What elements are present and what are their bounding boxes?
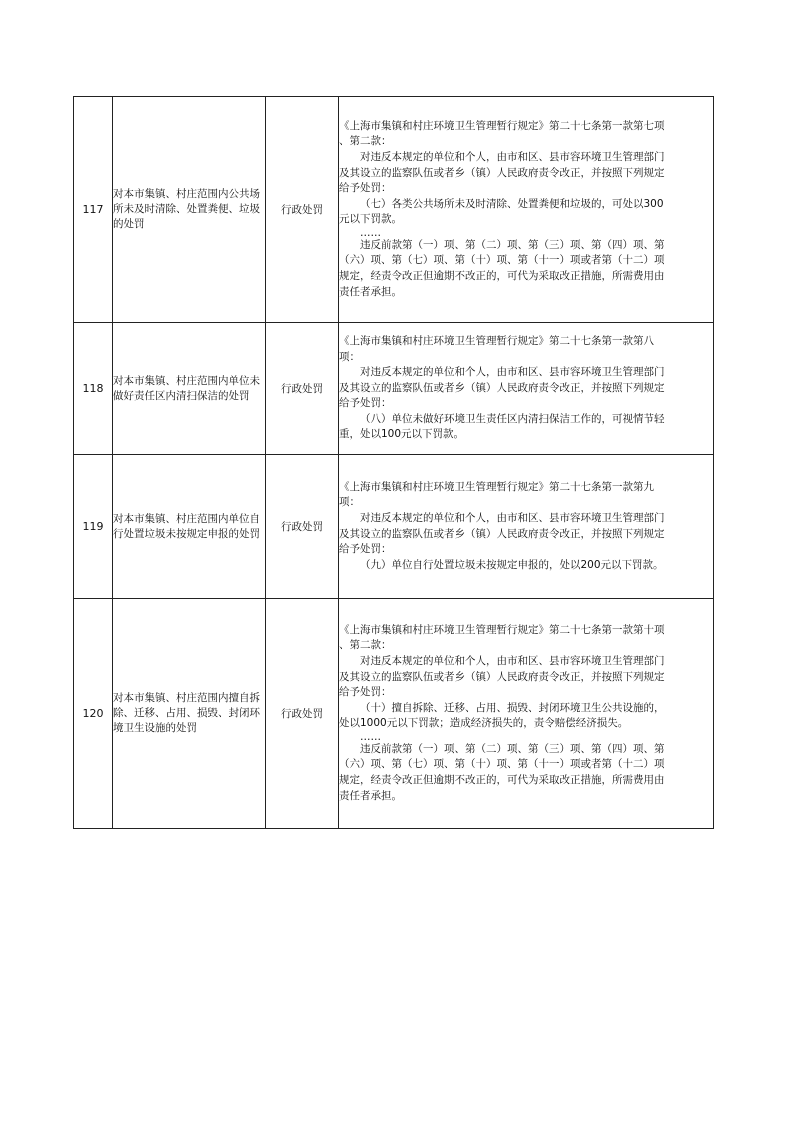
row-number: 119 <box>74 455 113 599</box>
basis-line: 项： <box>339 350 360 363</box>
basis-line: （七）各类公共场所未及时清除、处置粪便和垃圾的，可处以300 <box>360 197 664 210</box>
basis-line: 给予处罚： <box>339 686 392 699</box>
table-row <box>74 455 714 599</box>
basis-line: 责任者承担。 <box>339 789 402 802</box>
basis-line: 元以下罚款。 <box>339 213 402 226</box>
basis-line: 给予处罚： <box>339 397 392 410</box>
basis-line: 给予处罚： <box>339 182 392 195</box>
basis-line: （八）单位未做好环境卫生责任区内清扫保洁工作的，可视情节轻 <box>360 412 665 425</box>
basis-line: 对违反本规定的单位和个人，由市和区、县市容环境卫生管理部门 <box>360 150 665 163</box>
penalty-item: 对本市集镇、村庄范围内擅自拆除、迁移、占用、损毁、封闭环境卫生设施的处罚 <box>113 599 266 829</box>
basis-line: 项： <box>339 496 360 509</box>
basis-line: 责任者承担。 <box>339 285 402 298</box>
basis-line: （十）擅自拆除、迁移、占用、损毁、封闭环境卫生公共设施的， <box>360 701 665 714</box>
ellipsis: …… <box>360 730 381 743</box>
basis-line: 处以1000元以下罚款；造成经济损失的，责令赔偿经济损失。 <box>339 717 629 730</box>
basis-line: （九）单位自行处置垃圾未按规定申报的，处以200元以下罚款。 <box>360 558 664 571</box>
penalty-item: 对本市集镇、村庄范围内单位自行处置垃圾未按规定申报的处罚 <box>113 455 266 599</box>
basis-line: 《上海市集镇和村庄环境卫生管理暂行规定》第二十七条第一款第十项 <box>339 623 665 636</box>
basis-line: 及其设立的监察队伍或者乡（镇）人民政府责令改正，并按照下列规定 <box>339 527 665 540</box>
penalty-type: 行政处罚 <box>266 97 339 323</box>
row-number: 117 <box>74 97 113 323</box>
basis-line: 对违反本规定的单位和个人，由市和区、县市容环境卫生管理部门 <box>360 366 665 379</box>
basis-line: 、第二款： <box>339 639 392 652</box>
table-row <box>74 599 714 829</box>
row-number: 120 <box>74 599 113 829</box>
penalty-item: 对本市集镇、村庄范围内公共场所未及时清除、处置粪便、垃圾的处罚 <box>113 97 266 323</box>
table-row <box>74 323 714 455</box>
basis-line: 对违反本规定的单位和个人，由市和区、县市容环境卫生管理部门 <box>360 511 665 524</box>
legal-basis <box>339 97 714 323</box>
basis-line: 违反前款第（一）项、第（二）项、第（三）项、第（四）项、第 <box>360 742 665 755</box>
basis-line: 、第二款： <box>339 135 392 148</box>
legal-basis <box>339 323 714 455</box>
basis-line: 规定，经责令改正但逾期不改正的，可代为采取改正措施，所需费用由 <box>339 270 665 283</box>
basis-line: （六）项、第（七）项、第（十）项、第（十一）项或者第（十二）项 <box>339 254 665 267</box>
legal-basis <box>339 599 714 829</box>
row-number: 118 <box>74 323 113 455</box>
ellipsis: …… <box>360 226 381 239</box>
basis-line: 《上海市集镇和村庄环境卫生管理暂行规定》第二十七条第一款第九 <box>339 480 654 493</box>
basis-line: 及其设立的监察队伍或者乡（镇）人民政府责令改正，并按照下列规定 <box>339 670 665 683</box>
legal-basis <box>339 455 714 599</box>
basis-line: （六）项、第（七）项、第（十）项、第（十一）项或者第（十二）项 <box>339 758 665 771</box>
basis-line: 及其设立的监察队伍或者乡（镇）人民政府责令改正，并按照下列规定 <box>339 166 665 179</box>
penalty-type: 行政处罚 <box>266 599 339 829</box>
basis-line: 及其设立的监察队伍或者乡（镇）人民政府责令改正，并按照下列规定 <box>339 381 665 394</box>
basis-line: 规定，经责令改正但逾期不改正的，可代为采取改正措施，所需费用由 <box>339 774 665 787</box>
basis-line: 给予处罚： <box>339 543 392 556</box>
basis-line: 重，处以100元以下罚款。 <box>339 428 465 441</box>
basis-line: 《上海市集镇和村庄环境卫生管理暂行规定》第二十七条第一款第八 <box>339 334 654 347</box>
table-row <box>74 97 714 323</box>
penalty-item: 对本市集镇、村庄范围内单位未做好责任区内清扫保洁的处罚 <box>113 323 266 455</box>
basis-line: 对违反本规定的单位和个人，由市和区、县市容环境卫生管理部门 <box>360 654 665 667</box>
basis-line: 《上海市集镇和村庄环境卫生管理暂行规定》第二十七条第一款第七项 <box>339 119 665 132</box>
penalty-type: 行政处罚 <box>266 323 339 455</box>
penalty-type: 行政处罚 <box>266 455 339 599</box>
basis-line: 违反前款第（一）项、第（二）项、第（三）项、第（四）项、第 <box>360 238 665 251</box>
regulation-table <box>73 96 714 829</box>
